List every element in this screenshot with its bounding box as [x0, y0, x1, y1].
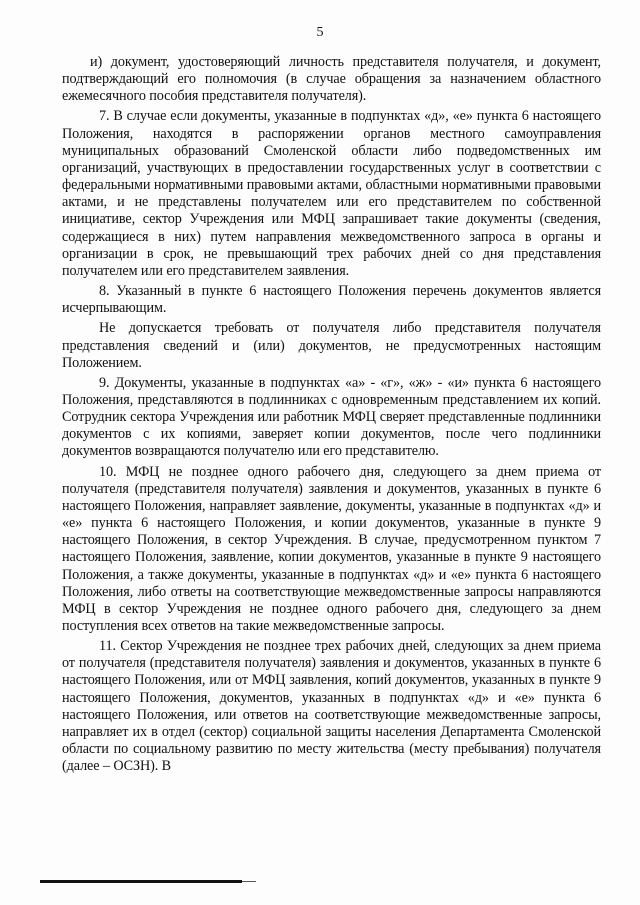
- paragraph-item-i: и) документ, удостоверяющий личность представителя получателя, и документ, подтверждающий его полномочия (в случае обращения за назначением областного ежемесячного пособия представителя получателя).: [62, 54, 601, 105]
- paragraph-7: 7. В случае если документы, указанные в подпунктах «д», «е» пункта 6 настоящего Положения, находятся в распоряжении органов местного самоуправления муниципальных образований Смоленской области либо подведомственных им организаций, участвующих в предоставлении государственных услуг в соответствии с федеральными нормативными правовыми актами, областными нормативными правовыми актами, и не представлены получателем или его представителем по собственной инициативе, сектор Учреждения или МФЦ запрашивает такие документы (сведения, содержащиеся в них) путем направления межведомственного запроса в органы и организации в срок, не превышающий трех рабочих дней со дня представления получателем или его представителем заявления.: [62, 108, 601, 279]
- paragraph-9: 9. Документы, указанные в подпунктах «а» - «г», «ж» - «и» пункта 6 настоящего Положения, представляются в подлинниках с одновременным представлением их копий. Сотрудник сектора Учреждения или работник МФЦ сверяет представленные подлинники документов с их копиями, заверяет копии документов, после чего подлинники документов возвращаются получателю или его представителю.: [62, 374, 601, 460]
- scan-edge-line: [40, 880, 242, 883]
- paragraph-10: 10. МФЦ не позднее одного рабочего дня, следующего за днем приема от получателя (представителя получателя) заявления и документов, указанных в пункте 6 настоящего Положения, направляет заявление, документы, указанные в подпунктах «д» и «е» пункта 6 настоящего Положения, и копии документов, указанные в пункте 9 настоящего Положения, в сектор Учреждения. В случае, предусмотренном пунктом 7 настоящего Положения, заявление, копии документов, указанные в пункте 9 настоящего Положения, а также документы, указанные в подпунктах «д» и «е» пункта 6 настоящего Положения, либо ответы на соответствующие межведомственные запросы направляются МФЦ в сектор Учреждения не позднее одного рабочего дня, следующего за днем поступления всех ответов на такие межведомственные запросы.: [62, 463, 601, 634]
- document-body: [62, 54, 601, 778]
- page-number: 5: [316, 25, 324, 40]
- paragraph-8-continuation: Не допускается требовать от получателя либо представителя получателя представления сведений и (или) документов, не предусмотренных настоящим Положением.: [62, 320, 601, 371]
- paragraph-11: 11. Сектор Учреждения не позднее трех рабочих дней, следующих за днем приема от получателя (представителя получателя) заявления и документов, указанных в пункте 6 настоящего Положения, или от МФЦ заявления, копий документов, указанных в пункте 9 настоящего Положения, документов, указанных в подпунктах «д» и «е» пункта 6 настоящего Положения, или ответов на соответствующие межведомственные запросы, направляет их в отдел (сектор) социальной защиты населения Департамента Смоленской области по социальному развитию по месту жительства (месту пребывания) получателя (далее – ОСЗН). В: [62, 638, 601, 775]
- paragraph-8: 8. Указанный в пункте 6 настоящего Положения перечень документов является исчерпывающим.: [62, 283, 601, 317]
- scan-edge-line-tail: [242, 881, 256, 882]
